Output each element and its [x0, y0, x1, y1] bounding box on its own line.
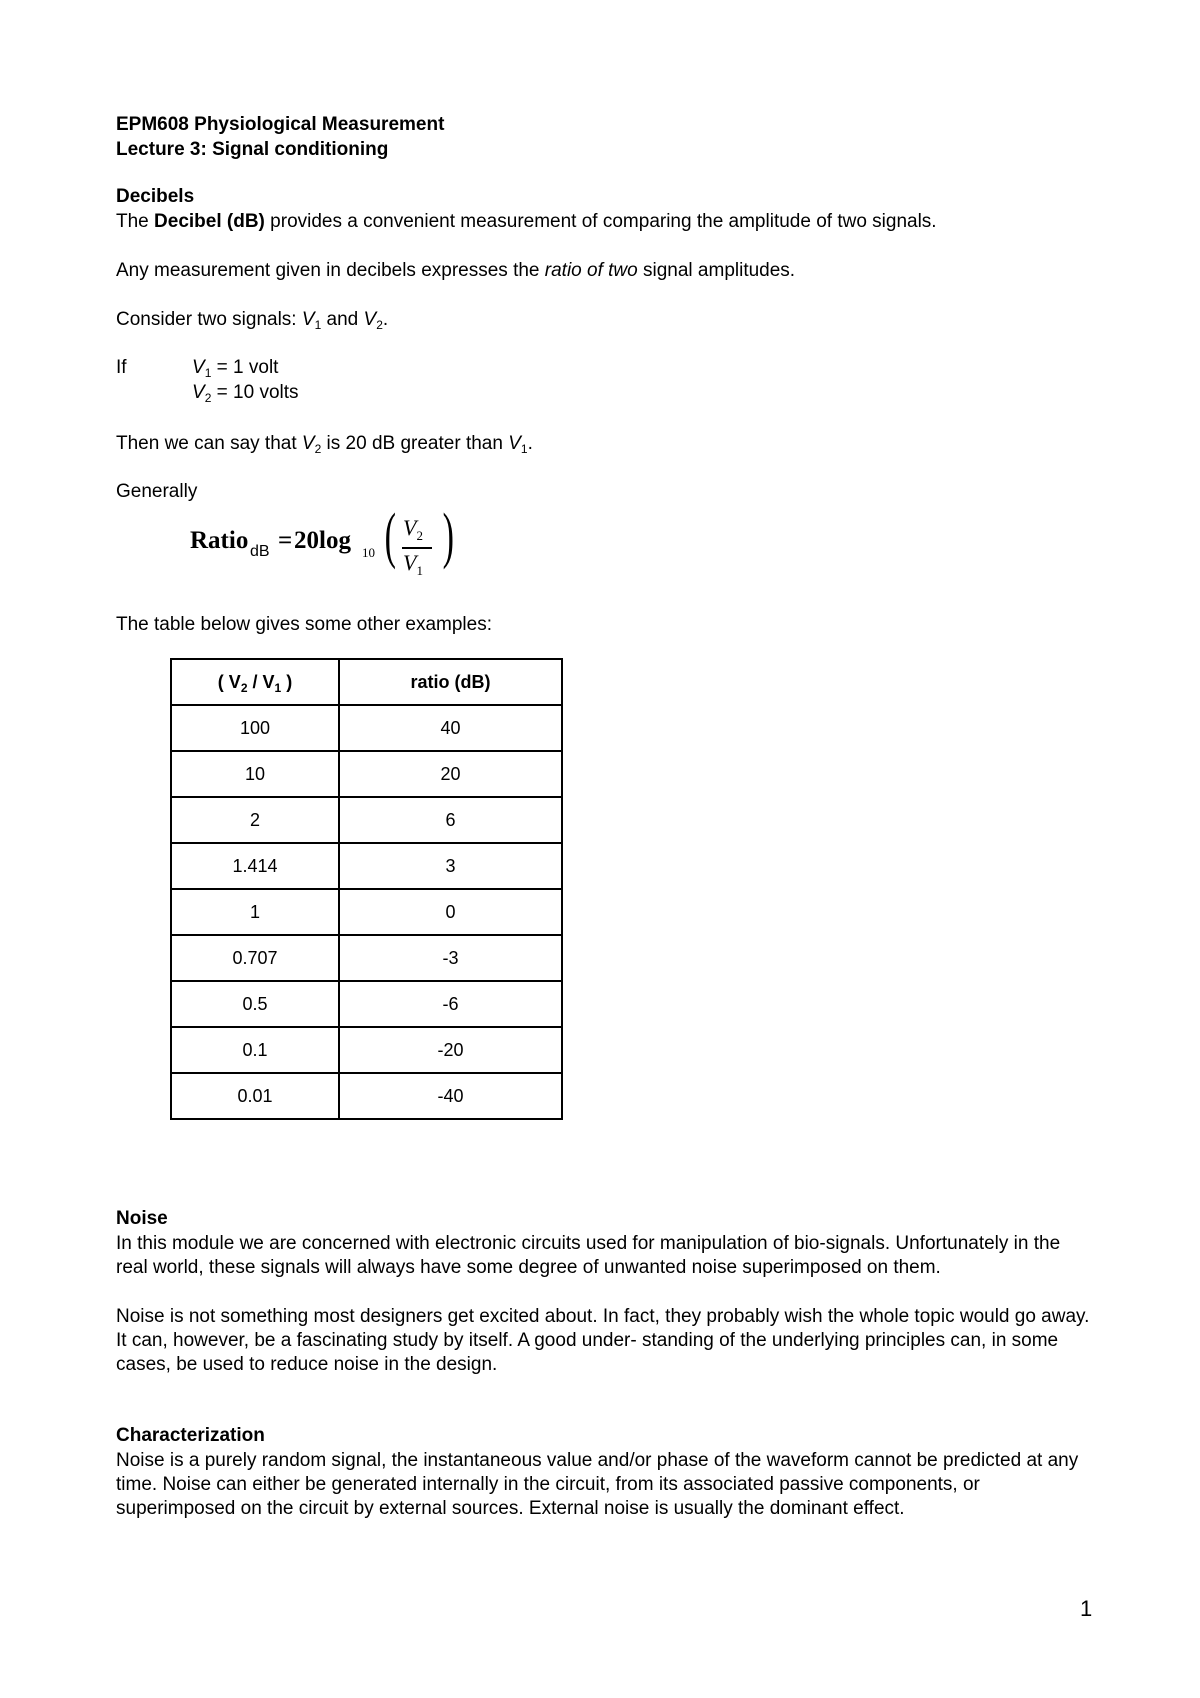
ratio-cell: 0.1	[171, 1027, 339, 1073]
table-header-row	[171, 659, 562, 705]
db-cell: 40	[339, 705, 562, 751]
consider-signals: Consider two signals: $V_1$ and $V_2$.	[116, 309, 389, 332]
table-row	[171, 1027, 562, 1073]
table-header-db: ratio (dB)	[339, 659, 562, 705]
ratio-cell: 0.5	[171, 981, 339, 1027]
v1-definition: $V_1 = 1$ volt	[192, 357, 279, 380]
formula-log: 20log	[294, 527, 351, 554]
noise-paragraph-1: In this module we are concerned with electronic circuits used for manipulation of bio-signals. Unfortunately in the real world, these signals will always have some degree of unwanted noise superimposed on them.	[116, 1233, 1061, 1278]
table-row	[171, 935, 562, 981]
table-row	[171, 797, 562, 843]
characterization-paragraph: Noise is a purely random signal, the instantaneous value and/or phase of the waveform cannot be predicted at any time. Noise can either be generated internally in the circuit, from its associated passive components, or superimposed on the circuit by external sources. External noise is usually the dominant effect.	[116, 1450, 1079, 1519]
lecture-title: Lecture 3: Signal conditioning	[116, 139, 389, 160]
v2-definition: $V_2 = 10$ volts	[192, 382, 299, 405]
formula-denominator: $V_1$	[403, 550, 423, 578]
db-cell: -3	[339, 935, 562, 981]
ratio-statement: Any measurement given in decibels expresses the ratio of two signal amplitudes.	[116, 260, 796, 281]
noise-paragraph-2: Noise is not something most designers get excited about. In fact, they probably wish the whole topic would go away. It can, however, be a fascinating study by itself. A good under- standing of the underlying principles can, in some cases, be used to reduce noise in the design.	[116, 1306, 1090, 1375]
formula-equals: =	[278, 527, 293, 554]
formula-ratio-sub: dB	[250, 543, 270, 560]
table-row	[171, 843, 562, 889]
table-row	[171, 981, 562, 1027]
ratio-cell: 10	[171, 751, 339, 797]
db-cell: 0	[339, 889, 562, 935]
db-cell: -20	[339, 1027, 562, 1073]
table-intro: The table below gives some other examples:	[116, 614, 492, 635]
table-row	[171, 889, 562, 935]
decibel-formula	[190, 502, 460, 585]
decibels-heading: Decibels	[116, 186, 195, 207]
formula-right-paren: )	[442, 502, 455, 570]
characterization-heading: Characterization	[116, 1425, 265, 1446]
ratio-cell: 2	[171, 797, 339, 843]
table-row	[171, 751, 562, 797]
noise-heading: Noise	[116, 1208, 168, 1229]
decibel-intro: The Decibel (dB) provides a convenient measurement of comparing the amplitude of two signals.	[116, 211, 937, 232]
ratio-cell: 1.414	[171, 843, 339, 889]
db-cell: 6	[339, 797, 562, 843]
db-cell: 20	[339, 751, 562, 797]
db-cell: -40	[339, 1073, 562, 1119]
db-cell: 3	[339, 843, 562, 889]
decibel-table	[170, 658, 563, 1120]
page-number: 1	[1080, 1596, 1093, 1621]
formula-ratio-word: Ratio	[190, 527, 249, 554]
generally-label: Generally	[116, 481, 198, 502]
ratio-cell: 0.707	[171, 935, 339, 981]
formula-left-paren: (	[384, 502, 397, 570]
if-label: If	[116, 357, 127, 378]
ratio-cell: 100	[171, 705, 339, 751]
ratio-cell: 0.01	[171, 1073, 339, 1119]
ratio-cell: 1	[171, 889, 339, 935]
table-row	[171, 1073, 562, 1119]
formula-numerator: $V_2$	[403, 515, 423, 543]
then-statement: Then we can say that $V_2$ is 20 dB greater than $V_1$.	[116, 433, 533, 456]
table-row	[171, 705, 562, 751]
formula-log-base: 10	[362, 545, 375, 560]
formula-fraction-bar	[402, 547, 432, 549]
course-title: EPM608 Physiological Measurement	[116, 114, 445, 135]
db-cell: -6	[339, 981, 562, 1027]
table-header-ratio: ( $V_2 / V_1$ )	[171, 659, 339, 705]
